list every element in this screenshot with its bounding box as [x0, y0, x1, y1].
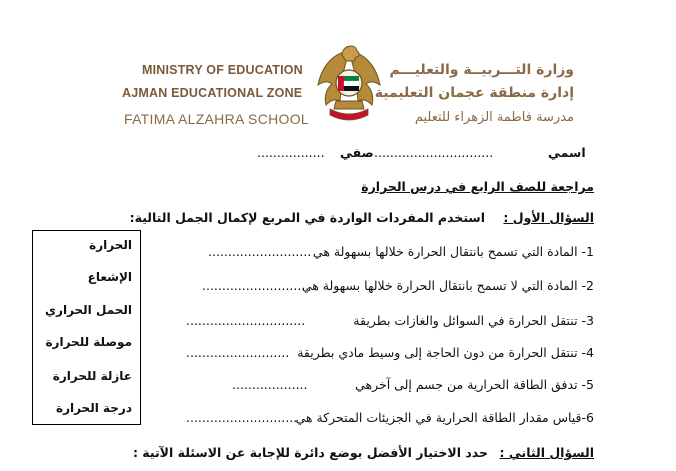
name-dots[interactable]: ..............................: [374, 145, 494, 160]
q1-item-3: 3- تنتقل الحرارة في السوائل والغازات بطريقة: [353, 313, 594, 328]
school-en: FATIMA ALZAHRA SCHOOL: [124, 111, 309, 127]
q2-instruction: حدد الاختيار الأفضل بوضع دائرة للإجابة عن الاسئلة الآتية :: [132, 445, 488, 460]
q1-blank-2[interactable]: ...........................: [202, 278, 310, 293]
school-ar: مدرسة فاطمة الزهراء للتعليم: [414, 110, 574, 125]
q1-item-5: 5- تدفق الطاقة الحرارية من جسم إلى آخرهي: [355, 377, 594, 392]
q1-blank-6[interactable]: ............................: [186, 410, 298, 425]
ministry-en: MINISTRY OF EDUCATION: [142, 63, 303, 77]
q1-heading: السؤال الأول :: [503, 210, 594, 225]
page-title: مراجعة للصف الرابع في درس الحرارة: [361, 179, 594, 194]
q1-blank-4[interactable]: ..........................: [186, 345, 290, 360]
q1-item-4: 4- تنتقل الحرارة من دون الحاجة إلى وسيط مادي بطريقة: [297, 345, 594, 360]
q1-blank-3[interactable]: ..............................: [186, 313, 306, 328]
word-bank-item: موصلة للحرارة: [45, 335, 132, 349]
zone-en: AJMAN EDUCATIONAL ZONE: [122, 86, 303, 100]
uae-emblem-icon: [312, 37, 386, 125]
word-bank-item: درجة الحرارة: [55, 401, 132, 415]
word-bank-item: عازلة للحرارة: [52, 369, 132, 383]
q1-item-2: 2- المادة التي لا تسمح بانتقال الحرارة خلالها بسهولة هي: [301, 278, 594, 293]
word-bank-item: الإشعاع: [87, 270, 132, 284]
q1-blank-1[interactable]: ..........................: [208, 244, 312, 259]
class-label: صفي: [340, 145, 374, 160]
q1-item-6: 6-قياس مقدار الطاقة الحرارية في الجزيئات المتحركة هي: [295, 410, 594, 425]
zone-ar: إدارة منطقة عجمان التعليمية: [374, 85, 574, 101]
class-dots[interactable]: .................: [257, 145, 325, 160]
ministry-ar: وزارة التـــربيــة والتعليـــم: [389, 62, 574, 78]
word-bank-item: الحرارة: [89, 238, 132, 252]
name-label: اسمي: [548, 145, 586, 160]
q1-instruction: استخدم المفردات الواردة في المربع لإكمال الجمل التالية:: [129, 210, 485, 225]
q1-item-1: 1- المادة التي تسمح بانتقال الحرارة خلالها بسهولة هي: [312, 244, 594, 259]
q1-blank-5[interactable]: ...................: [232, 377, 308, 392]
word-bank-item: الحمل الحراري: [45, 303, 132, 317]
word-bank: [32, 230, 141, 425]
q2-heading: السؤال الثاني :: [499, 445, 594, 460]
